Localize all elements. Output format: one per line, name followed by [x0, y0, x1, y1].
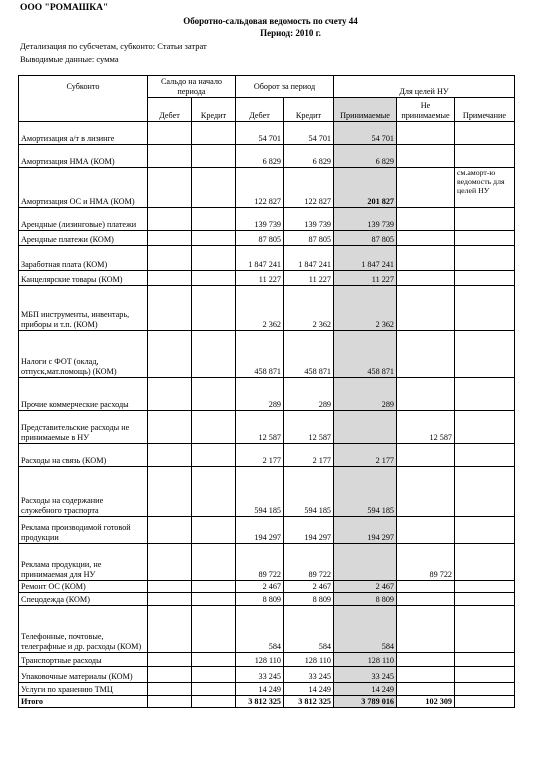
- col-header-turnover-debit: Дебет: [236, 98, 284, 122]
- row-subkonto: Ремонт ОС (КОМ): [19, 581, 148, 593]
- row-accepted: 8 809: [334, 593, 397, 606]
- row-not-accepted: [397, 581, 455, 593]
- row-turnover-debit: 194 297: [236, 517, 284, 544]
- row-saldo-debit: [148, 683, 192, 696]
- total-label: Итого: [19, 696, 148, 708]
- row-not-accepted: [397, 653, 455, 667]
- table-row: [19, 544, 515, 581]
- row-saldo-credit: [192, 606, 236, 653]
- row-turnover-credit: 2 362: [284, 286, 334, 331]
- row-note: [455, 517, 515, 544]
- row-not-accepted: [397, 231, 455, 246]
- table-row: [19, 145, 515, 168]
- row-note: [455, 653, 515, 667]
- row-accepted: 128 110: [334, 653, 397, 667]
- row-turnover-debit: 6 829: [236, 145, 284, 168]
- table-row: [19, 271, 515, 286]
- row-subkonto: Амортизация ОС и НМА (КОМ): [19, 168, 148, 208]
- row-note: см.аморт-ю ведомость для целей НУ: [455, 168, 515, 208]
- row-not-accepted: [397, 246, 455, 271]
- total-not-accepted: 102 309: [397, 696, 455, 708]
- table-row: [19, 653, 515, 667]
- col-header-saldo-start: Сальдо на начало периода: [148, 76, 236, 98]
- row-note: [455, 444, 515, 467]
- row-note: [455, 683, 515, 696]
- row-subkonto: Амортизация а/т в лизинге: [19, 122, 148, 145]
- table-row: [19, 411, 515, 444]
- row-turnover-credit: 2 177: [284, 444, 334, 467]
- col-header-saldo-credit: Кредит: [192, 98, 236, 122]
- table-row: [19, 122, 515, 145]
- row-subkonto: Арендные платежи (КОМ): [19, 231, 148, 246]
- row-turnover-credit: 54 701: [284, 122, 334, 145]
- row-note: [455, 378, 515, 411]
- row-turnover-debit: 2 362: [236, 286, 284, 331]
- row-turnover-debit: 2 467: [236, 581, 284, 593]
- table-row: [19, 444, 515, 467]
- col-header-accepted: Принимаемые: [334, 98, 397, 122]
- col-header-turnover: Оборот за период: [236, 76, 334, 98]
- row-note: [455, 231, 515, 246]
- table-row: [19, 581, 515, 593]
- row-turnover-credit: 14 249: [284, 683, 334, 696]
- row-saldo-credit: [192, 653, 236, 667]
- row-saldo-credit: [192, 581, 236, 593]
- row-turnover-credit: 122 827: [284, 168, 334, 208]
- row-not-accepted: 89 722: [397, 544, 455, 581]
- row-saldo-credit: [192, 145, 236, 168]
- row-saldo-credit: [192, 411, 236, 444]
- table-row: [19, 168, 515, 208]
- row-accepted: 54 701: [334, 122, 397, 145]
- row-saldo-debit: [148, 122, 192, 145]
- row-subkonto: Налоги с ФОТ (оклад, отпуск,мат.помощь) (КОМ): [19, 331, 148, 378]
- row-not-accepted: [397, 683, 455, 696]
- row-accepted: 11 227: [334, 271, 397, 286]
- row-not-accepted: [397, 286, 455, 331]
- report-period: Период: 2010 г.: [260, 28, 321, 38]
- table-row: [19, 517, 515, 544]
- total-note: [455, 696, 515, 708]
- row-saldo-credit: [192, 286, 236, 331]
- row-saldo-credit: [192, 683, 236, 696]
- row-accepted: 584: [334, 606, 397, 653]
- row-not-accepted: [397, 517, 455, 544]
- total-row: [19, 696, 515, 708]
- row-turnover-debit: 122 827: [236, 168, 284, 208]
- row-accepted: 14 249: [334, 683, 397, 696]
- row-turnover-debit: 89 722: [236, 544, 284, 581]
- row-not-accepted: [397, 145, 455, 168]
- row-saldo-debit: [148, 208, 192, 231]
- report-title: Оборотно-сальдовая ведомость по счету 44: [183, 16, 358, 26]
- row-saldo-debit: [148, 667, 192, 683]
- col-header-note: Примечание: [455, 98, 515, 122]
- row-not-accepted: [397, 444, 455, 467]
- table-row: [19, 667, 515, 683]
- row-subkonto: Канцелярские товары (КОМ): [19, 271, 148, 286]
- col-header-nu: Для целей НУ: [334, 76, 515, 98]
- row-turnover-credit: 139 739: [284, 208, 334, 231]
- row-note: [455, 544, 515, 581]
- row-subkonto: Упаковочные материалы (КОМ): [19, 667, 148, 683]
- table-row: [19, 467, 515, 517]
- row-saldo-debit: [148, 231, 192, 246]
- row-accepted: 289: [334, 378, 397, 411]
- row-turnover-credit: 194 297: [284, 517, 334, 544]
- row-saldo-credit: [192, 517, 236, 544]
- row-subkonto: МБП инструменты, инвентарь, приборы и т.п. (КОМ): [19, 286, 148, 331]
- row-saldo-credit: [192, 467, 236, 517]
- row-saldo-debit: [148, 593, 192, 606]
- row-saldo-debit: [148, 544, 192, 581]
- organization-name: ООО "РОМАШКА": [20, 3, 109, 13]
- row-accepted: 201 827: [334, 168, 397, 208]
- row-turnover-credit: 11 227: [284, 271, 334, 286]
- row-note: [455, 593, 515, 606]
- row-accepted: 2 177: [334, 444, 397, 467]
- col-header-not-accepted: Не принимаемые: [397, 98, 455, 122]
- row-saldo-debit: [148, 444, 192, 467]
- row-turnover-credit: 128 110: [284, 653, 334, 667]
- row-subkonto: Расходы на связь (КОМ): [19, 444, 148, 467]
- row-turnover-credit: 12 587: [284, 411, 334, 444]
- table-row: [19, 286, 515, 331]
- row-turnover-debit: 8 809: [236, 593, 284, 606]
- row-subkonto: Заработная плата (КОМ): [19, 246, 148, 271]
- row-saldo-debit: [148, 606, 192, 653]
- row-turnover-credit: 8 809: [284, 593, 334, 606]
- row-note: [455, 581, 515, 593]
- row-subkonto: Услуги по хранению ТМЦ: [19, 683, 148, 696]
- row-accepted: 87 805: [334, 231, 397, 246]
- row-turnover-credit: 289: [284, 378, 334, 411]
- row-saldo-credit: [192, 208, 236, 231]
- row-saldo-debit: [148, 271, 192, 286]
- table-row: [19, 231, 515, 246]
- report-detail: Детализация по субсчетам, субконто: Статьи затрат: [20, 41, 207, 51]
- row-turnover-credit: 2 467: [284, 581, 334, 593]
- row-note: [455, 411, 515, 444]
- row-saldo-credit: [192, 122, 236, 145]
- total-turnover-credit: 3 812 325: [284, 696, 334, 708]
- row-note: [455, 122, 515, 145]
- row-saldo-debit: [148, 411, 192, 444]
- row-not-accepted: [397, 667, 455, 683]
- row-turnover-debit: 2 177: [236, 444, 284, 467]
- row-saldo-credit: [192, 667, 236, 683]
- row-subkonto: Транспортные расходы: [19, 653, 148, 667]
- table-row: [19, 331, 515, 378]
- row-note: [455, 286, 515, 331]
- row-subkonto: Арендные (лизинговые) платежи: [19, 208, 148, 231]
- row-accepted: 139 739: [334, 208, 397, 231]
- col-header-subkonto: Субконто: [19, 76, 148, 122]
- row-turnover-debit: 584: [236, 606, 284, 653]
- row-subkonto: Реклама производимой готовой продукции: [19, 517, 148, 544]
- row-accepted: 194 297: [334, 517, 397, 544]
- turnover-table: [18, 75, 515, 708]
- row-saldo-debit: [148, 467, 192, 517]
- row-accepted: 2 467: [334, 581, 397, 593]
- row-saldo-debit: [148, 517, 192, 544]
- row-saldo-credit: [192, 271, 236, 286]
- row-turnover-debit: 87 805: [236, 231, 284, 246]
- row-saldo-credit: [192, 246, 236, 271]
- row-saldo-debit: [148, 246, 192, 271]
- row-note: [455, 246, 515, 271]
- row-subkonto: Амортизация НМА (КОМ): [19, 145, 148, 168]
- row-turnover-debit: 1 847 241: [236, 246, 284, 271]
- row-saldo-credit: [192, 168, 236, 208]
- total-saldo-credit: [192, 696, 236, 708]
- row-not-accepted: [397, 593, 455, 606]
- row-note: [455, 145, 515, 168]
- row-subkonto: Телефонные, почтовые, телеграфные и др. расходы (КОМ): [19, 606, 148, 653]
- row-accepted: 2 362: [334, 286, 397, 331]
- row-accepted: 458 871: [334, 331, 397, 378]
- row-saldo-debit: [148, 331, 192, 378]
- row-turnover-credit: 87 805: [284, 231, 334, 246]
- row-subkonto: Спецодежда (КОМ): [19, 593, 148, 606]
- row-turnover-credit: 6 829: [284, 145, 334, 168]
- row-not-accepted: [397, 208, 455, 231]
- total-turnover-debit: 3 812 325: [236, 696, 284, 708]
- row-turnover-debit: 12 587: [236, 411, 284, 444]
- total-accepted: 3 789 016: [334, 696, 397, 708]
- table-row: [19, 683, 515, 696]
- row-saldo-debit: [148, 653, 192, 667]
- row-saldo-debit: [148, 286, 192, 331]
- row-accepted: [334, 411, 397, 444]
- table-row: [19, 378, 515, 411]
- row-turnover-debit: 594 185: [236, 467, 284, 517]
- row-accepted: 6 829: [334, 145, 397, 168]
- row-saldo-credit: [192, 544, 236, 581]
- row-turnover-credit: 89 722: [284, 544, 334, 581]
- row-note: [455, 331, 515, 378]
- row-turnover-credit: 458 871: [284, 331, 334, 378]
- row-saldo-debit: [148, 378, 192, 411]
- row-not-accepted: [397, 271, 455, 286]
- row-not-accepted: [397, 331, 455, 378]
- row-saldo-debit: [148, 581, 192, 593]
- row-saldo-credit: [192, 444, 236, 467]
- col-header-saldo-debit: Дебет: [148, 98, 192, 122]
- row-not-accepted: [397, 168, 455, 208]
- row-turnover-credit: 1 847 241: [284, 246, 334, 271]
- row-turnover-debit: 11 227: [236, 271, 284, 286]
- row-turnover-debit: 33 245: [236, 667, 284, 683]
- row-not-accepted: [397, 122, 455, 145]
- row-turnover-debit: 458 871: [236, 331, 284, 378]
- table-row: [19, 606, 515, 653]
- row-saldo-credit: [192, 593, 236, 606]
- row-subkonto: Прочие коммерческие расходы: [19, 378, 148, 411]
- row-accepted: 33 245: [334, 667, 397, 683]
- row-saldo-debit: [148, 168, 192, 208]
- row-saldo-debit: [148, 145, 192, 168]
- row-subkonto: Представительские расходы не принимаемые в НУ: [19, 411, 148, 444]
- row-accepted: [334, 544, 397, 581]
- row-note: [455, 667, 515, 683]
- table-row: [19, 246, 515, 271]
- row-note: [455, 208, 515, 231]
- row-turnover-debit: 289: [236, 378, 284, 411]
- row-accepted: 594 185: [334, 467, 397, 517]
- col-header-turnover-credit: Кредит: [284, 98, 334, 122]
- row-turnover-debit: 14 249: [236, 683, 284, 696]
- row-subkonto: Реклама продукции, не принимаемая для НУ: [19, 544, 148, 581]
- row-turnover-debit: 54 701: [236, 122, 284, 145]
- row-not-accepted: [397, 378, 455, 411]
- row-turnover-debit: 139 739: [236, 208, 284, 231]
- report-output: Выводимые данные: сумма: [20, 54, 119, 64]
- row-accepted: 1 847 241: [334, 246, 397, 271]
- row-subkonto: Расходы на содержание служебного траспорта: [19, 467, 148, 517]
- row-turnover-credit: 33 245: [284, 667, 334, 683]
- table-row: [19, 208, 515, 231]
- row-turnover-debit: 128 110: [236, 653, 284, 667]
- row-note: [455, 271, 515, 286]
- row-not-accepted: [397, 467, 455, 517]
- row-note: [455, 606, 515, 653]
- row-saldo-credit: [192, 378, 236, 411]
- row-note: [455, 467, 515, 517]
- row-not-accepted: 12 587: [397, 411, 455, 444]
- row-turnover-credit: 584: [284, 606, 334, 653]
- table-row: [19, 593, 515, 606]
- row-saldo-credit: [192, 231, 236, 246]
- row-saldo-credit: [192, 331, 236, 378]
- row-turnover-credit: 594 185: [284, 467, 334, 517]
- row-not-accepted: [397, 606, 455, 653]
- total-saldo-debit: [148, 696, 192, 708]
